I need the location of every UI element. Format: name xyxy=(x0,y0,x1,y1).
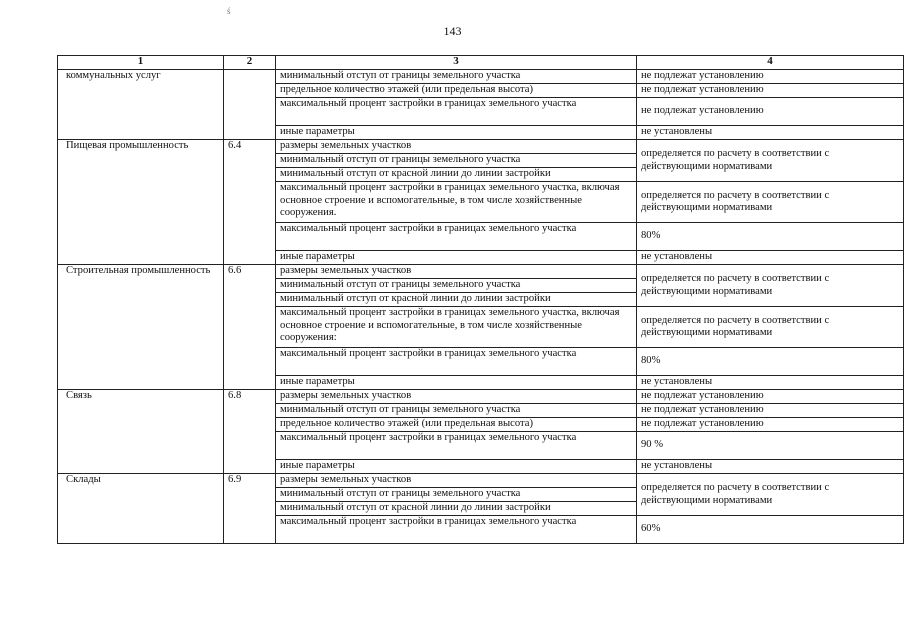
value-cell: определяется по расчету в соответствии с действующими нормативами xyxy=(637,265,904,307)
use-type-cell: Склады xyxy=(58,474,224,544)
code-cell: 6.6 xyxy=(224,265,276,390)
code-cell xyxy=(224,70,276,140)
value-cell: не подлежат установлению xyxy=(637,404,904,418)
parameter-cell: иные параметры xyxy=(276,460,637,474)
value-cell: не подлежат установлению xyxy=(637,70,904,84)
header-col-3: 3 xyxy=(276,56,637,70)
value-cell: определяется по расчету в соответствии с действующими нормативами xyxy=(637,140,904,182)
parameter-cell: максимальный процент застройки в границах земельного участка, включая основное строение и вспомогательные, в том числе хозяйственные сооружения. xyxy=(276,182,637,223)
value-cell: не подлежат установлению xyxy=(637,390,904,404)
parameter-cell: размеры земельных участков xyxy=(276,140,637,154)
parameter-cell: предельное количество этажей (или предельная высота) xyxy=(276,418,637,432)
header-col-1: 1 xyxy=(58,56,224,70)
header-row xyxy=(58,56,904,70)
parameter-cell: максимальный процент застройки в границах земельного участка xyxy=(276,516,637,544)
value-cell: 80% xyxy=(637,348,904,376)
parameter-cell: иные параметры xyxy=(276,126,637,140)
zoning-parameters-table xyxy=(57,55,904,544)
parameter-cell: минимальный отступ от красной линии до линии застройки xyxy=(276,168,637,182)
value-cell: не установлены xyxy=(637,251,904,265)
use-type-cell: коммунальных услуг xyxy=(58,70,224,140)
parameter-cell: размеры земельных участков xyxy=(276,265,637,279)
parameter-cell: максимальный процент застройки в границах земельного участка xyxy=(276,432,637,460)
table-row xyxy=(58,265,904,279)
value-cell: не подлежат установлению xyxy=(637,418,904,432)
code-cell: 6.8 xyxy=(224,390,276,474)
use-type-cell: Строительная промышленность xyxy=(58,265,224,390)
page-number: 143 xyxy=(443,24,462,38)
code-cell: 6.4 xyxy=(224,140,276,265)
table-row xyxy=(58,474,904,488)
parameter-cell: минимальный отступ от границы земельного участка xyxy=(276,70,637,84)
use-type-cell: Пищевая промышленность xyxy=(58,140,224,265)
value-cell: не установлены xyxy=(637,126,904,140)
value-cell: 80% xyxy=(637,223,904,251)
value-cell: не установлены xyxy=(637,376,904,390)
table-row xyxy=(58,70,904,84)
parameter-cell: иные параметры xyxy=(276,376,637,390)
parameter-cell: минимальный отступ от красной линии до линии застройки xyxy=(276,293,637,307)
parameter-cell: минимальный отступ от границы земельного участка xyxy=(276,404,637,418)
value-cell: 60% xyxy=(637,516,904,544)
parameter-cell: минимальный отступ от границы земельного участка xyxy=(276,279,637,293)
parameter-cell: максимальный процент застройки в границах земельного участка xyxy=(276,223,637,251)
parameter-cell: минимальный отступ от красной линии до линии застройки xyxy=(276,502,637,516)
parameter-cell: максимальный процент застройки в границах земельного участка xyxy=(276,348,637,376)
value-cell: определяется по расчету в соответствии с действующими нормативами xyxy=(637,307,904,348)
parameter-cell: максимальный процент застройки в границах земельного участка, включая основное строение и вспомогательные, в том числе хозяйственные сооружения: xyxy=(276,307,637,348)
code-cell: 6.9 xyxy=(224,474,276,544)
value-cell: не подлежат установлению xyxy=(637,84,904,98)
parameter-cell: размеры земельных участков xyxy=(276,390,637,404)
header-col-4: 4 xyxy=(637,56,904,70)
value-cell: 90 % xyxy=(637,432,904,460)
header-col-2: 2 xyxy=(224,56,276,70)
table-row xyxy=(58,390,904,404)
parameter-cell: минимальный отступ от границы земельного участка xyxy=(276,488,637,502)
parameter-cell: иные параметры xyxy=(276,251,637,265)
value-cell: не подлежат установлению xyxy=(637,98,904,126)
use-type-cell: Связь xyxy=(58,390,224,474)
scan-mark: ś xyxy=(227,6,231,16)
value-cell: не установлены xyxy=(637,460,904,474)
parameter-cell: предельное количество этажей (или предельная высота) xyxy=(276,84,637,98)
table-row xyxy=(58,140,904,154)
value-cell: определяется по расчету в соответствии с действующими нормативами xyxy=(637,474,904,516)
parameter-cell: максимальный процент застройки в границах земельного участка xyxy=(276,98,637,126)
parameter-cell: минимальный отступ от границы земельного участка xyxy=(276,154,637,168)
value-cell: определяется по расчету в соответствии с действующими нормативами xyxy=(637,182,904,223)
parameter-cell: размеры земельных участков xyxy=(276,474,637,488)
